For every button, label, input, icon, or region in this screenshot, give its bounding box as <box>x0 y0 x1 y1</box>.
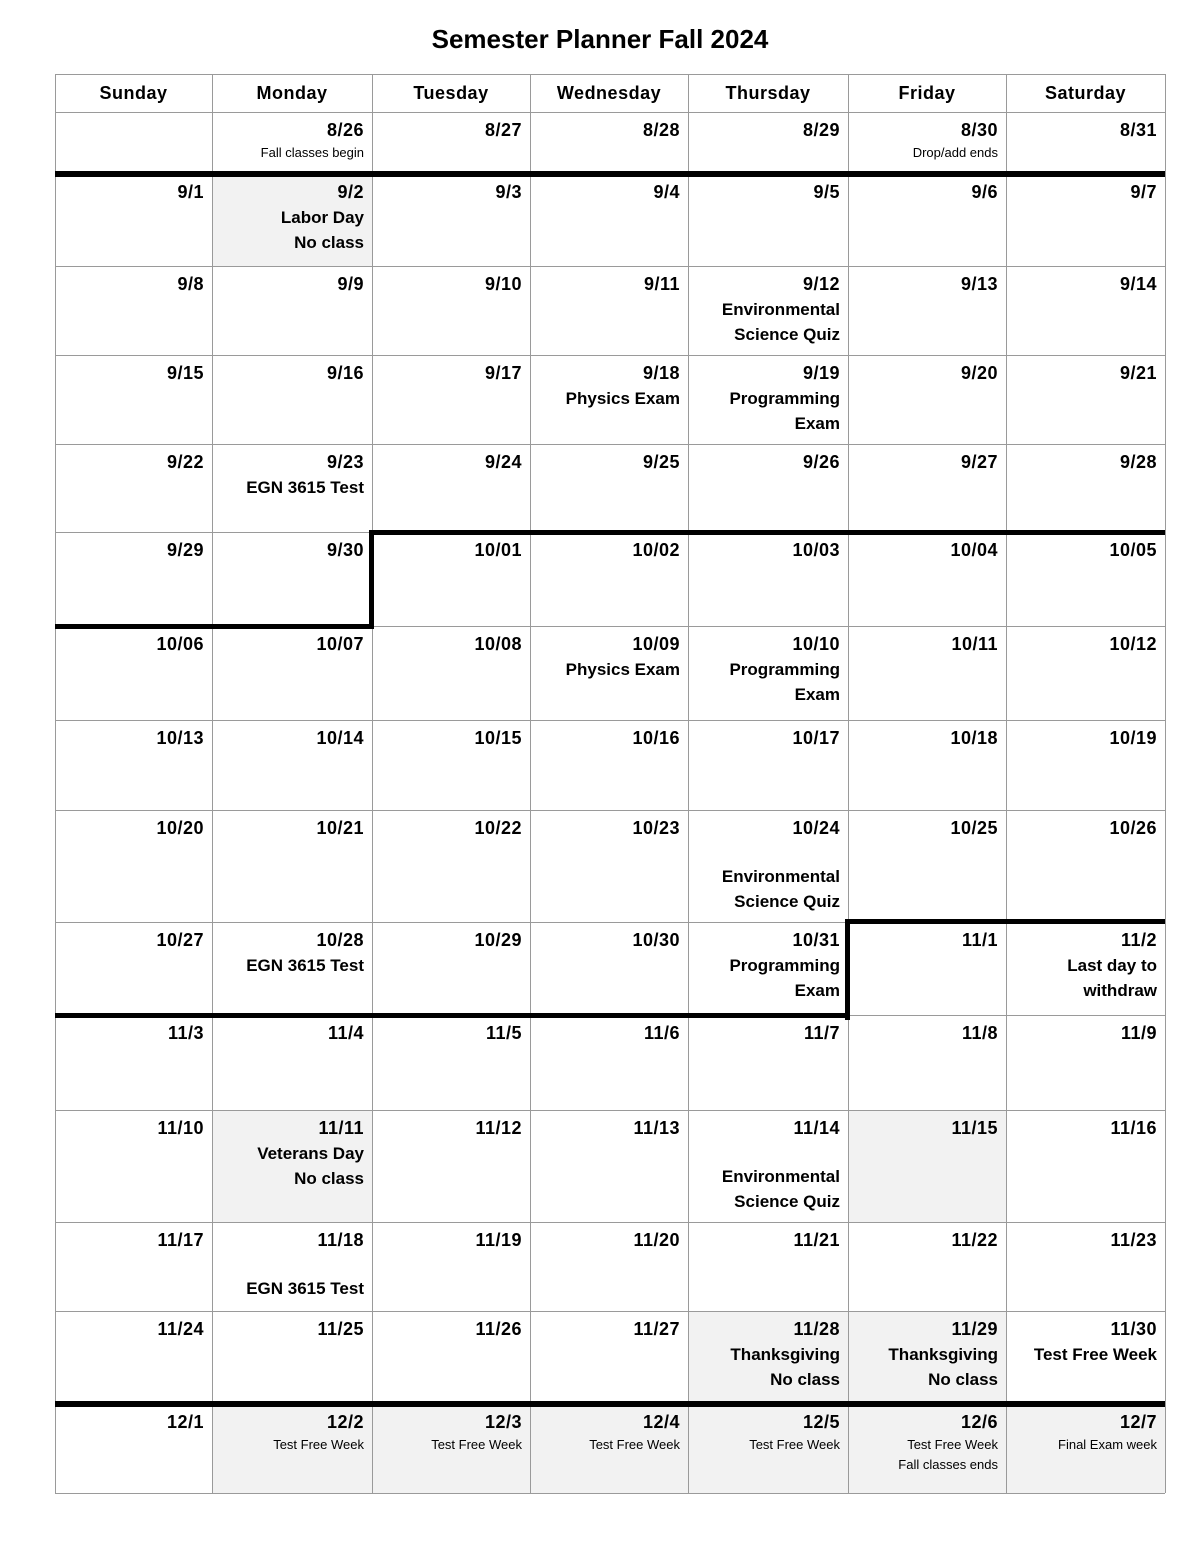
day-event: Physics Exam <box>565 389 680 408</box>
day-date: 11/18 <box>317 1230 364 1250</box>
day-cell <box>212 112 372 174</box>
day-cell <box>212 444 372 532</box>
grid-row-line <box>55 1493 1165 1494</box>
day-date: 10/08 <box>474 634 522 654</box>
day-date: 10/25 <box>950 818 998 838</box>
month-rule <box>55 1013 850 1018</box>
day-cell <box>688 174 848 266</box>
day-cell <box>55 1015 212 1110</box>
day-cell <box>688 355 848 444</box>
day-cell <box>1006 112 1165 174</box>
day-cell <box>1006 922 1165 1015</box>
day-cell <box>848 1311 1006 1404</box>
day-cell <box>848 720 1006 810</box>
day-date: 10/07 <box>316 634 364 654</box>
month-rule <box>369 530 374 629</box>
day-cell <box>530 922 688 1015</box>
day-date: 10/15 <box>474 728 522 748</box>
day-date: 10/10 <box>792 634 840 654</box>
day-event: Labor Day No class <box>280 208 364 252</box>
day-event: Test Free Week <box>1033 1345 1157 1364</box>
day-cell <box>1006 810 1165 922</box>
day-date: 9/24 <box>484 452 522 472</box>
day-date: 12/4 <box>642 1412 680 1432</box>
day-date: 9/18 <box>642 363 680 383</box>
weekday-header-sunday: Sunday <box>99 83 168 103</box>
day-date: 11/12 <box>475 1118 522 1138</box>
day-date: 9/15 <box>166 363 204 383</box>
day-cell <box>530 1110 688 1222</box>
day-date: 12/7 <box>1119 1412 1157 1432</box>
day-date: 11/1 <box>961 930 998 950</box>
day-date: 9/13 <box>960 274 998 294</box>
day-cell <box>530 444 688 532</box>
day-date: 10/02 <box>632 540 680 560</box>
day-date: 11/23 <box>1110 1230 1157 1250</box>
weekday-header-tuesday: Tuesday <box>413 83 489 103</box>
day-cell <box>848 810 1006 922</box>
day-date: 11/19 <box>475 1230 522 1250</box>
day-cell <box>1006 1311 1165 1404</box>
day-date: 11/17 <box>157 1230 204 1250</box>
day-cell <box>848 532 1006 626</box>
day-date: 9/4 <box>653 182 680 202</box>
day-event: Physics Exam <box>565 660 680 679</box>
day-cell <box>530 720 688 810</box>
day-cell <box>55 720 212 810</box>
day-date: 10/06 <box>156 634 204 654</box>
day-cell <box>372 810 530 922</box>
day-date: 11/10 <box>157 1118 204 1138</box>
month-rule <box>55 171 1165 177</box>
day-event: Programming Exam <box>729 956 840 1000</box>
day-cell <box>55 626 212 720</box>
day-event: Programming Exam <box>729 660 840 704</box>
day-date: 9/12 <box>802 274 840 294</box>
day-date: 10/09 <box>632 634 680 654</box>
day-cell <box>372 1015 530 1110</box>
day-cell <box>530 355 688 444</box>
day-event: Test Free Week <box>589 1437 680 1452</box>
day-event: Programming Exam <box>729 389 840 433</box>
month-rule <box>55 624 374 629</box>
day-date: 11/6 <box>643 1023 680 1043</box>
day-cell <box>688 112 848 174</box>
day-date: 9/5 <box>813 182 840 202</box>
day-date: 11/4 <box>327 1023 364 1043</box>
grid-col-line <box>212 74 213 1493</box>
day-date: 10/29 <box>474 930 522 950</box>
day-date: 11/20 <box>633 1230 680 1250</box>
day-date: 10/04 <box>950 540 998 560</box>
day-date: 9/8 <box>177 274 204 294</box>
day-cell <box>372 266 530 355</box>
day-cell <box>55 1404 212 1493</box>
weekday-header-saturday: Saturday <box>1044 83 1127 103</box>
day-date: 11/9 <box>1120 1023 1157 1043</box>
day-cell <box>848 355 1006 444</box>
day-date: 11/26 <box>475 1319 522 1339</box>
day-date: 8/26 <box>326 120 364 140</box>
day-date: 10/17 <box>792 728 840 748</box>
day-event: Environmental Science Quiz <box>721 300 840 344</box>
day-cell <box>530 266 688 355</box>
grid-row-line <box>55 112 1165 113</box>
day-cell <box>530 112 688 174</box>
day-cell <box>372 532 530 626</box>
weekday-header-thursday: Thursday <box>725 83 811 103</box>
day-date: 12/2 <box>326 1412 364 1432</box>
day-cell <box>1006 1015 1165 1110</box>
day-date: 9/2 <box>337 182 364 202</box>
day-cell <box>372 1404 530 1493</box>
day-date: 11/24 <box>157 1319 204 1339</box>
day-cell <box>688 1404 848 1493</box>
day-date: 10/14 <box>316 728 364 748</box>
day-cell <box>55 355 212 444</box>
day-date: 9/27 <box>960 452 998 472</box>
day-date: 8/29 <box>802 120 840 140</box>
day-cell <box>212 1222 372 1311</box>
day-cell <box>530 626 688 720</box>
day-cell <box>688 1110 848 1222</box>
day-date: 9/3 <box>495 182 522 202</box>
day-date: 11/3 <box>167 1023 204 1043</box>
weekday-header-monday: Monday <box>256 83 328 103</box>
day-date: 10/28 <box>316 930 364 950</box>
day-cell <box>55 532 212 626</box>
day-date: 9/29 <box>166 540 204 560</box>
day-cell <box>1006 355 1165 444</box>
grid-col-line <box>372 74 373 1493</box>
day-date: 10/13 <box>156 728 204 748</box>
day-date: 9/19 <box>802 363 840 383</box>
day-date: 9/6 <box>971 182 998 202</box>
day-cell <box>212 1110 372 1222</box>
day-cell <box>55 174 212 266</box>
day-cell <box>55 444 212 532</box>
day-date: 11/29 <box>951 1319 998 1339</box>
day-date: 10/22 <box>474 818 522 838</box>
day-date: 12/6 <box>960 1412 998 1432</box>
day-date: 9/1 <box>177 182 204 202</box>
day-cell <box>848 174 1006 266</box>
day-cell <box>372 1311 530 1404</box>
day-date: 11/30 <box>1110 1319 1157 1339</box>
day-cell <box>848 1015 1006 1110</box>
day-event: Test Free Week <box>749 1437 840 1452</box>
day-date: 10/21 <box>316 818 364 838</box>
day-cell <box>1006 266 1165 355</box>
day-date: 10/19 <box>1109 728 1157 748</box>
day-date: 10/16 <box>632 728 680 748</box>
day-date: 9/22 <box>166 452 204 472</box>
day-date: 10/12 <box>1109 634 1157 654</box>
day-cell <box>688 266 848 355</box>
day-cell <box>372 922 530 1015</box>
day-date: 10/18 <box>950 728 998 748</box>
day-cell <box>1006 1404 1165 1493</box>
day-cell <box>372 355 530 444</box>
day-date: 10/30 <box>632 930 680 950</box>
day-date: 9/20 <box>960 363 998 383</box>
day-date: 10/05 <box>1109 540 1157 560</box>
day-cell <box>688 810 848 922</box>
day-event: Fall classes begin <box>260 145 364 160</box>
day-cell <box>55 1311 212 1404</box>
grid-col-line <box>688 74 689 1493</box>
day-event: Final Exam week <box>1058 1437 1157 1452</box>
day-cell <box>848 1404 1006 1493</box>
day-date: 9/17 <box>484 363 522 383</box>
day-cell <box>688 720 848 810</box>
grid-row-line <box>55 1222 1165 1223</box>
day-cell <box>848 922 1006 1015</box>
month-rule <box>55 1401 1165 1407</box>
day-date: 10/24 <box>792 818 840 838</box>
day-event: Environmental Science Quiz <box>721 867 840 911</box>
day-date: 9/14 <box>1119 274 1157 294</box>
day-event: Drop/add ends <box>912 145 998 160</box>
day-date: 11/21 <box>793 1230 840 1250</box>
day-date: 11/8 <box>961 1023 998 1043</box>
day-date: 8/31 <box>1119 120 1157 140</box>
day-date: 9/26 <box>802 452 840 472</box>
day-cell <box>212 720 372 810</box>
day-cell <box>688 626 848 720</box>
day-cell <box>1006 1222 1165 1311</box>
grid-row-line <box>55 720 1165 721</box>
day-cell <box>688 922 848 1015</box>
day-date: 11/13 <box>633 1118 680 1138</box>
day-cell <box>212 1015 372 1110</box>
day-cell <box>530 810 688 922</box>
day-date: 10/23 <box>632 818 680 838</box>
grid-row-line <box>55 1110 1165 1111</box>
day-cell <box>372 112 530 174</box>
day-cell <box>848 1222 1006 1311</box>
day-date: 11/27 <box>633 1319 680 1339</box>
day-cell <box>212 810 372 922</box>
grid-col-line <box>530 74 531 1493</box>
month-rule <box>372 530 1165 535</box>
day-cell <box>688 532 848 626</box>
grid-row-line <box>55 74 1165 75</box>
day-cell <box>212 1311 372 1404</box>
day-date: 9/10 <box>484 274 522 294</box>
day-cell <box>55 922 212 1015</box>
page-title: Semester Planner Fall 2024 <box>431 24 769 54</box>
grid-col-line <box>1165 74 1166 1493</box>
day-cell <box>55 810 212 922</box>
day-cell <box>372 444 530 532</box>
day-cell <box>530 174 688 266</box>
day-event: Last day to withdraw <box>1067 956 1157 1000</box>
day-date: 11/16 <box>1110 1118 1157 1138</box>
day-date: 9/23 <box>326 452 364 472</box>
grid-row-line <box>55 444 1165 445</box>
day-cell <box>530 1311 688 1404</box>
day-cell <box>1006 444 1165 532</box>
day-cell <box>688 1311 848 1404</box>
grid-row-line <box>55 355 1165 356</box>
day-date: 9/7 <box>1130 182 1157 202</box>
day-date: 11/2 <box>1120 930 1157 950</box>
day-cell <box>372 626 530 720</box>
day-cell <box>848 444 1006 532</box>
day-date: 11/11 <box>318 1118 364 1138</box>
day-date: 11/22 <box>951 1230 998 1250</box>
day-date: 9/28 <box>1119 452 1157 472</box>
day-date: 11/25 <box>317 1319 364 1339</box>
day-cell <box>212 355 372 444</box>
day-date: 8/30 <box>960 120 998 140</box>
day-date: 8/28 <box>642 120 680 140</box>
day-cell <box>848 266 1006 355</box>
day-cell <box>848 112 1006 174</box>
day-cell <box>372 720 530 810</box>
day-cell <box>55 112 212 174</box>
day-cell <box>688 444 848 532</box>
day-cell <box>1006 174 1165 266</box>
day-date: 10/11 <box>951 634 998 654</box>
day-date: 9/30 <box>326 540 364 560</box>
grid-col-line <box>55 74 56 1493</box>
grid-col-line <box>1006 74 1007 1493</box>
day-cell <box>848 626 1006 720</box>
day-event: Test Free Week Fall classes ends <box>898 1437 998 1472</box>
day-date: 12/5 <box>802 1412 840 1432</box>
day-date: 10/31 <box>792 930 840 950</box>
day-cell <box>1006 626 1165 720</box>
day-date: 9/11 <box>643 274 680 294</box>
day-event: Veterans Day No class <box>257 1144 364 1188</box>
day-date: 12/1 <box>166 1412 204 1432</box>
day-date: 8/27 <box>484 120 522 140</box>
weekday-header-wednesday: Wednesday <box>556 83 662 103</box>
day-date: 10/27 <box>156 930 204 950</box>
day-cell <box>688 1222 848 1311</box>
day-cell <box>212 174 372 266</box>
day-cell <box>688 1015 848 1110</box>
day-date: 10/01 <box>474 540 522 560</box>
day-date: 9/25 <box>642 452 680 472</box>
day-date: 11/7 <box>803 1023 840 1043</box>
day-cell <box>212 626 372 720</box>
weekday-header-friday: Friday <box>898 83 956 103</box>
day-date: 10/26 <box>1109 818 1157 838</box>
day-cell <box>530 1015 688 1110</box>
day-cell <box>1006 532 1165 626</box>
grid-row-line <box>55 266 1165 267</box>
grid-row-line <box>55 1311 1165 1312</box>
day-event: Thanksgiving No class <box>730 1345 840 1389</box>
day-cell <box>530 532 688 626</box>
day-event: EGN 3615 Test <box>246 478 364 497</box>
day-cell <box>55 266 212 355</box>
day-date: 10/20 <box>156 818 204 838</box>
day-cell <box>372 1222 530 1311</box>
day-date: 9/16 <box>326 363 364 383</box>
day-event: EGN 3615 Test <box>246 956 364 975</box>
day-cell <box>372 174 530 266</box>
day-event: Thanksgiving No class <box>888 1345 998 1389</box>
day-cell <box>1006 1110 1165 1222</box>
day-cell <box>212 532 372 626</box>
day-cell <box>372 1110 530 1222</box>
day-cell <box>212 266 372 355</box>
day-event: Environmental Science Quiz <box>721 1167 840 1211</box>
day-cell <box>55 1222 212 1311</box>
day-cell <box>530 1404 688 1493</box>
day-date: 12/3 <box>484 1412 522 1432</box>
day-cell <box>530 1222 688 1311</box>
month-rule <box>845 919 850 1020</box>
grid-row-line <box>55 810 1165 811</box>
day-event: Test Free Week <box>431 1437 522 1452</box>
day-cell <box>1006 720 1165 810</box>
month-rule <box>845 919 1165 924</box>
day-date: 11/15 <box>951 1118 998 1138</box>
grid-col-line <box>848 74 849 1493</box>
day-date: 9/21 <box>1119 363 1157 383</box>
day-date: 11/5 <box>485 1023 522 1043</box>
day-date: 9/9 <box>337 274 364 294</box>
day-date: 11/14 <box>793 1118 840 1138</box>
day-date: 10/03 <box>792 540 840 560</box>
day-cell <box>848 1110 1006 1222</box>
day-event: EGN 3615 Test <box>246 1279 364 1298</box>
day-cell <box>212 1404 372 1493</box>
day-date: 11/28 <box>793 1319 840 1339</box>
day-event: Test Free Week <box>273 1437 364 1452</box>
day-cell <box>212 922 372 1015</box>
day-cell <box>55 1110 212 1222</box>
